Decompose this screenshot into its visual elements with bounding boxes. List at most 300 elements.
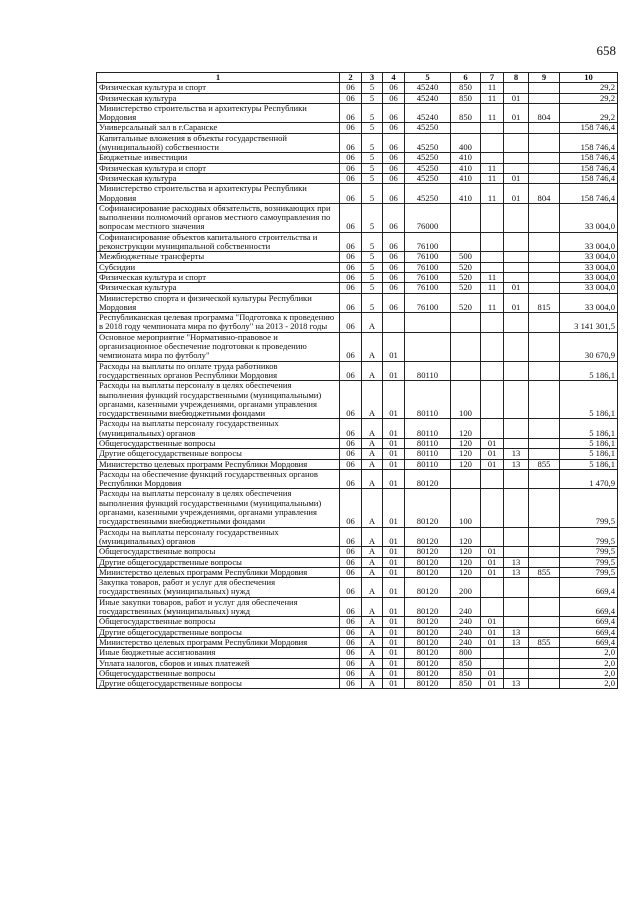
column-header-section: 2 bbox=[340, 73, 362, 83]
cell-name: Расходы на выплаты по оплате труда работников государственных органов Республики Мордовия bbox=[97, 361, 340, 381]
cell-section: 06 bbox=[340, 283, 362, 293]
cell-subsection: А bbox=[362, 617, 383, 627]
cell-amount: 669,4 bbox=[560, 617, 618, 627]
cell-expense-type: 850 bbox=[451, 658, 481, 668]
cell-code: 80120 bbox=[405, 597, 451, 617]
cell-amount: 5 186,1 bbox=[560, 361, 618, 381]
cell-amount: 2,0 bbox=[560, 668, 618, 678]
cell-amount: 669,4 bbox=[560, 578, 618, 598]
cell-item: 01 bbox=[383, 578, 405, 598]
cell-subsection: А bbox=[362, 438, 383, 448]
cell-subdivision bbox=[504, 262, 529, 272]
cell-subdivision bbox=[504, 648, 529, 658]
cell-name: Закупка товаров, работ и услуг для обеспечения государственных (муниципальных) нужд bbox=[97, 578, 340, 598]
cell-subdivision bbox=[504, 489, 529, 527]
cell-amount: 799,5 bbox=[560, 567, 618, 577]
cell-amount: 158 746,4 bbox=[560, 184, 618, 204]
cell-section: 06 bbox=[340, 648, 362, 658]
cell-amount: 33 004,0 bbox=[560, 252, 618, 262]
cell-amount: 158 746,4 bbox=[560, 173, 618, 183]
cell-amount: 29,2 bbox=[560, 103, 618, 123]
cell-subsection: 5 bbox=[362, 163, 383, 173]
cell-subsection: 5 bbox=[362, 173, 383, 183]
cell-name: Расходы на выплаты персоналу государственных (муниципальных) органов bbox=[97, 419, 340, 439]
table-row bbox=[97, 567, 618, 577]
cell-section: 06 bbox=[340, 313, 362, 333]
cell-expense-type bbox=[451, 313, 481, 333]
table-row bbox=[97, 272, 618, 282]
cell-item: 01 bbox=[383, 419, 405, 439]
cell-code: 80110 bbox=[405, 361, 451, 381]
cell-code: 76100 bbox=[405, 272, 451, 282]
cell-subdivision: 01 bbox=[504, 184, 529, 204]
cell-expense-type: 120 bbox=[451, 438, 481, 448]
cell-division: 11 bbox=[481, 184, 504, 204]
cell-code: 76000 bbox=[405, 203, 451, 232]
cell-amount: 33 004,0 bbox=[560, 272, 618, 282]
cell-amount: 33 004,0 bbox=[560, 203, 618, 232]
cell-ministry: 855 bbox=[529, 459, 560, 469]
cell-name: Уплата налогов, сборов и иных платежей bbox=[97, 658, 340, 668]
table-row bbox=[97, 668, 618, 678]
cell-item: 06 bbox=[383, 252, 405, 262]
cell-code bbox=[405, 313, 451, 333]
cell-amount: 669,4 bbox=[560, 597, 618, 617]
cell-name: Министерство спорта и физической культуры Республики Мордовия bbox=[97, 293, 340, 313]
cell-section: 06 bbox=[340, 597, 362, 617]
cell-division bbox=[481, 133, 504, 153]
cell-item: 06 bbox=[383, 123, 405, 133]
cell-section: 06 bbox=[340, 527, 362, 547]
cell-expense-type: 850 bbox=[451, 668, 481, 678]
cell-code: 80120 bbox=[405, 658, 451, 668]
cell-division bbox=[481, 123, 504, 133]
cell-code: 80110 bbox=[405, 381, 451, 419]
cell-section: 06 bbox=[340, 103, 362, 123]
cell-subsection: 5 bbox=[362, 184, 383, 204]
cell-expense-type: 850 bbox=[451, 83, 481, 93]
cell-name: Другие общегосударственные вопросы bbox=[97, 679, 340, 689]
cell-subsection: 5 bbox=[362, 283, 383, 293]
cell-name: Основное мероприятие "Нормативно-правовое и организационное обеспечение подготовки к проведению чемпионата мира по футболу" bbox=[97, 332, 340, 361]
cell-subsection: А bbox=[362, 459, 383, 469]
cell-division: 01 bbox=[481, 679, 504, 689]
cell-subsection: А bbox=[362, 627, 383, 637]
cell-subdivision: 01 bbox=[504, 173, 529, 183]
cell-item bbox=[383, 313, 405, 333]
cell-ministry bbox=[529, 419, 560, 439]
cell-ministry bbox=[529, 361, 560, 381]
cell-ministry bbox=[529, 648, 560, 658]
cell-division: 01 bbox=[481, 617, 504, 627]
cell-division bbox=[481, 469, 504, 489]
cell-division bbox=[481, 381, 504, 419]
table-row bbox=[97, 679, 618, 689]
table-row bbox=[97, 103, 618, 123]
cell-name: Софинансирование объектов капитального строительства и реконструкции муниципальной собственности bbox=[97, 232, 340, 252]
cell-division bbox=[481, 262, 504, 272]
cell-name: Общегосударственные вопросы bbox=[97, 617, 340, 627]
cell-expense-type: 120 bbox=[451, 459, 481, 469]
cell-division: 01 bbox=[481, 627, 504, 637]
cell-expense-type: 100 bbox=[451, 489, 481, 527]
cell-name: Физическая культура bbox=[97, 173, 340, 183]
cell-item: 06 bbox=[383, 153, 405, 163]
cell-subdivision bbox=[504, 438, 529, 448]
cell-subsection: А bbox=[362, 381, 383, 419]
cell-expense-type: 410 bbox=[451, 153, 481, 163]
cell-division bbox=[481, 252, 504, 262]
cell-name: Капитальные вложения в объекты государственной (муниципальной) собственности bbox=[97, 133, 340, 153]
cell-subdivision bbox=[504, 617, 529, 627]
cell-name: Республиканская целевая программа "Подготовка к проведению в 2018 году чемпионата мира по футболу" на 2013 - 2018 годы bbox=[97, 313, 340, 333]
cell-code: 45250 bbox=[405, 184, 451, 204]
cell-expense-type: 520 bbox=[451, 262, 481, 272]
cell-ministry bbox=[529, 173, 560, 183]
cell-name: Физическая культура bbox=[97, 93, 340, 103]
table-row bbox=[97, 332, 618, 361]
table-body bbox=[97, 83, 618, 689]
cell-item: 06 bbox=[383, 83, 405, 93]
cell-expense-type: 850 bbox=[451, 103, 481, 123]
cell-section: 06 bbox=[340, 578, 362, 598]
cell-division: 01 bbox=[481, 668, 504, 678]
table-row bbox=[97, 547, 618, 557]
cell-item: 01 bbox=[383, 332, 405, 361]
cell-ministry bbox=[529, 679, 560, 689]
cell-item: 01 bbox=[383, 459, 405, 469]
cell-ministry bbox=[529, 627, 560, 637]
column-header-name: 1 bbox=[97, 73, 340, 83]
cell-division bbox=[481, 153, 504, 163]
table-row bbox=[97, 557, 618, 567]
table-row bbox=[97, 133, 618, 153]
cell-subsection: А bbox=[362, 469, 383, 489]
cell-code: 45250 bbox=[405, 153, 451, 163]
cell-subsection: 5 bbox=[362, 262, 383, 272]
cell-subsection: 5 bbox=[362, 272, 383, 282]
cell-amount: 799,5 bbox=[560, 547, 618, 557]
cell-amount: 33 004,0 bbox=[560, 262, 618, 272]
cell-division: 11 bbox=[481, 163, 504, 173]
cell-amount: 158 746,4 bbox=[560, 163, 618, 173]
cell-expense-type: 200 bbox=[451, 578, 481, 598]
cell-amount: 29,2 bbox=[560, 83, 618, 93]
cell-subsection: А bbox=[362, 419, 383, 439]
cell-division bbox=[481, 527, 504, 547]
cell-code bbox=[405, 332, 451, 361]
cell-subdivision: 13 bbox=[504, 679, 529, 689]
cell-item: 06 bbox=[383, 163, 405, 173]
table-row bbox=[97, 293, 618, 313]
cell-item: 06 bbox=[383, 293, 405, 313]
cell-division bbox=[481, 203, 504, 232]
cell-amount: 158 746,4 bbox=[560, 133, 618, 153]
cell-division bbox=[481, 648, 504, 658]
budget-table bbox=[96, 72, 618, 689]
cell-expense-type: 520 bbox=[451, 283, 481, 293]
table-row bbox=[97, 438, 618, 448]
table-row bbox=[97, 93, 618, 103]
cell-item: 01 bbox=[383, 648, 405, 658]
cell-subdivision: 13 bbox=[504, 637, 529, 647]
cell-section: 06 bbox=[340, 361, 362, 381]
cell-ministry bbox=[529, 469, 560, 489]
cell-subsection: А bbox=[362, 332, 383, 361]
cell-division bbox=[481, 332, 504, 361]
cell-amount: 30 670,9 bbox=[560, 332, 618, 361]
cell-item: 01 bbox=[383, 557, 405, 567]
cell-section: 06 bbox=[340, 438, 362, 448]
cell-section: 06 bbox=[340, 232, 362, 252]
cell-ministry bbox=[529, 332, 560, 361]
cell-name: Министерство целевых программ Республики Мордовия bbox=[97, 459, 340, 469]
cell-division: 01 bbox=[481, 459, 504, 469]
cell-expense-type: 520 bbox=[451, 293, 481, 313]
cell-section: 06 bbox=[340, 658, 362, 668]
cell-amount: 5 186,1 bbox=[560, 438, 618, 448]
cell-expense-type bbox=[451, 332, 481, 361]
cell-ministry bbox=[529, 438, 560, 448]
cell-ministry bbox=[529, 203, 560, 232]
cell-subdivision bbox=[504, 658, 529, 668]
cell-section: 06 bbox=[340, 679, 362, 689]
cell-subsection: А bbox=[362, 668, 383, 678]
cell-expense-type: 850 bbox=[451, 93, 481, 103]
cell-name: Министерство строительства и архитектуры Республики Мордовия bbox=[97, 184, 340, 204]
cell-ministry bbox=[529, 93, 560, 103]
cell-item: 06 bbox=[383, 283, 405, 293]
cell-expense-type: 410 bbox=[451, 184, 481, 204]
table-row bbox=[97, 658, 618, 668]
cell-subsection: А bbox=[362, 547, 383, 557]
cell-item: 01 bbox=[383, 438, 405, 448]
cell-item: 01 bbox=[383, 679, 405, 689]
cell-ministry bbox=[529, 578, 560, 598]
cell-expense-type: 520 bbox=[451, 272, 481, 282]
cell-subsection: 5 bbox=[362, 293, 383, 313]
cell-code: 45240 bbox=[405, 83, 451, 93]
cell-expense-type: 850 bbox=[451, 679, 481, 689]
table-row bbox=[97, 381, 618, 419]
cell-section: 06 bbox=[340, 184, 362, 204]
cell-ministry bbox=[529, 381, 560, 419]
cell-expense-type: 500 bbox=[451, 252, 481, 262]
cell-section: 06 bbox=[340, 419, 362, 439]
cell-subsection: А bbox=[362, 527, 383, 547]
cell-code: 45240 bbox=[405, 103, 451, 123]
cell-expense-type: 120 bbox=[451, 527, 481, 547]
cell-subsection: А bbox=[362, 679, 383, 689]
cell-subsection: 5 bbox=[362, 83, 383, 93]
cell-ministry bbox=[529, 313, 560, 333]
cell-subdivision bbox=[504, 252, 529, 262]
table-row bbox=[97, 361, 618, 381]
cell-subsection: 5 bbox=[362, 153, 383, 163]
cell-code: 76100 bbox=[405, 252, 451, 262]
cell-section: 06 bbox=[340, 173, 362, 183]
cell-item: 01 bbox=[383, 637, 405, 647]
cell-division bbox=[481, 419, 504, 439]
cell-code: 45250 bbox=[405, 133, 451, 153]
cell-name: Другие общегосударственные вопросы bbox=[97, 449, 340, 459]
cell-expense-type: 410 bbox=[451, 163, 481, 173]
cell-subsection: А bbox=[362, 557, 383, 567]
cell-subdivision: 13 bbox=[504, 459, 529, 469]
cell-ministry bbox=[529, 597, 560, 617]
table-row bbox=[97, 597, 618, 617]
table-row bbox=[97, 469, 618, 489]
cell-subdivision bbox=[504, 313, 529, 333]
table-row bbox=[97, 262, 618, 272]
cell-subsection: 5 bbox=[362, 203, 383, 232]
cell-section: 06 bbox=[340, 203, 362, 232]
cell-ministry: 855 bbox=[529, 637, 560, 647]
cell-item: 06 bbox=[383, 173, 405, 183]
cell-name: Расходы на выплаты персоналу в целях обеспечения выполнения функций государственными (муниципальными) органами, казенными учреждениями, органами управления государственными внебюджетными фондами bbox=[97, 381, 340, 419]
cell-code: 80120 bbox=[405, 627, 451, 637]
table-row bbox=[97, 83, 618, 93]
cell-expense-type bbox=[451, 123, 481, 133]
cell-subsection: А bbox=[362, 567, 383, 577]
cell-section: 06 bbox=[340, 381, 362, 419]
cell-item: 01 bbox=[383, 627, 405, 637]
cell-section: 06 bbox=[340, 262, 362, 272]
cell-ministry: 804 bbox=[529, 103, 560, 123]
cell-item: 01 bbox=[383, 449, 405, 459]
cell-section: 06 bbox=[340, 469, 362, 489]
cell-expense-type: 410 bbox=[451, 173, 481, 183]
cell-section: 06 bbox=[340, 272, 362, 282]
cell-code: 76100 bbox=[405, 293, 451, 313]
column-header-expense-type: 6 bbox=[451, 73, 481, 83]
cell-division bbox=[481, 313, 504, 333]
cell-subdivision: 01 bbox=[504, 293, 529, 313]
table-row bbox=[97, 203, 618, 232]
cell-section: 06 bbox=[340, 637, 362, 647]
cell-code: 80110 bbox=[405, 438, 451, 448]
cell-subdivision: 01 bbox=[504, 93, 529, 103]
cell-name: Физическая культура и спорт bbox=[97, 83, 340, 93]
cell-code: 76100 bbox=[405, 262, 451, 272]
cell-ministry bbox=[529, 547, 560, 557]
cell-ministry bbox=[529, 658, 560, 668]
cell-amount: 5 186,1 bbox=[560, 381, 618, 419]
cell-amount: 33 004,0 bbox=[560, 283, 618, 293]
table-row bbox=[97, 617, 618, 627]
cell-amount: 669,4 bbox=[560, 627, 618, 637]
cell-code: 45250 bbox=[405, 163, 451, 173]
cell-name: Софинансирование расходных обязательств, возникающих при выполнении полномочий органов местного самоуправления по вопросам местного значения bbox=[97, 203, 340, 232]
cell-amount: 799,5 bbox=[560, 489, 618, 527]
cell-amount: 2,0 bbox=[560, 648, 618, 658]
cell-item: 01 bbox=[383, 617, 405, 627]
cell-subsection: А bbox=[362, 578, 383, 598]
table-row bbox=[97, 173, 618, 183]
cell-section: 06 bbox=[340, 617, 362, 627]
cell-amount: 29,2 bbox=[560, 93, 618, 103]
cell-amount: 1 470,9 bbox=[560, 469, 618, 489]
cell-name: Другие общегосударственные вопросы bbox=[97, 557, 340, 567]
table-row bbox=[97, 232, 618, 252]
cell-ministry bbox=[529, 83, 560, 93]
cell-expense-type: 120 bbox=[451, 567, 481, 577]
cell-subdivision bbox=[504, 527, 529, 547]
cell-code: 80120 bbox=[405, 547, 451, 557]
cell-code: 45250 bbox=[405, 173, 451, 183]
cell-name: Физическая культура bbox=[97, 283, 340, 293]
table-row bbox=[97, 313, 618, 333]
cell-code: 80110 bbox=[405, 449, 451, 459]
cell-expense-type: 240 bbox=[451, 597, 481, 617]
cell-ministry bbox=[529, 283, 560, 293]
cell-name: Иные бюджетные ассигнования bbox=[97, 648, 340, 658]
cell-division bbox=[481, 658, 504, 668]
cell-code: 80120 bbox=[405, 679, 451, 689]
cell-division: 01 bbox=[481, 547, 504, 557]
cell-name: Бюджетные инвестиции bbox=[97, 153, 340, 163]
cell-division: 01 bbox=[481, 557, 504, 567]
cell-section: 06 bbox=[340, 567, 362, 577]
cell-code: 80120 bbox=[405, 637, 451, 647]
cell-division: 01 bbox=[481, 449, 504, 459]
cell-code: 80110 bbox=[405, 419, 451, 439]
cell-name: Министерство строительства и архитектуры Республики Мордовия bbox=[97, 103, 340, 123]
cell-ministry bbox=[529, 489, 560, 527]
cell-code: 80120 bbox=[405, 557, 451, 567]
cell-division bbox=[481, 232, 504, 252]
cell-division: 11 bbox=[481, 83, 504, 93]
cell-name: Иные закупки товаров, работ и услуг для обеспечения государственных (муниципальных) нужд bbox=[97, 597, 340, 617]
cell-ministry bbox=[529, 527, 560, 547]
cell-division: 11 bbox=[481, 93, 504, 103]
cell-name: Министерство целевых программ Республики Мордовия bbox=[97, 637, 340, 647]
cell-name: Другие общегосударственные вопросы bbox=[97, 627, 340, 637]
cell-amount: 158 746,4 bbox=[560, 153, 618, 163]
cell-ministry bbox=[529, 252, 560, 262]
table-row bbox=[97, 627, 618, 637]
cell-name: Министерство целевых программ Республики Мордовия bbox=[97, 567, 340, 577]
cell-subdivision bbox=[504, 469, 529, 489]
cell-subsection: А bbox=[362, 489, 383, 527]
table-row bbox=[97, 527, 618, 547]
cell-item: 01 bbox=[383, 527, 405, 547]
cell-code: 80110 bbox=[405, 459, 451, 469]
cell-expense-type: 400 bbox=[451, 133, 481, 153]
column-header-subsection: 3 bbox=[362, 73, 383, 83]
cell-code: 80120 bbox=[405, 617, 451, 627]
cell-expense-type: 240 bbox=[451, 617, 481, 627]
cell-code: 45240 bbox=[405, 93, 451, 103]
cell-subsection: 5 bbox=[362, 93, 383, 103]
cell-code: 45250 bbox=[405, 123, 451, 133]
cell-expense-type: 120 bbox=[451, 449, 481, 459]
cell-section: 06 bbox=[340, 93, 362, 103]
cell-division: 11 bbox=[481, 272, 504, 282]
cell-section: 06 bbox=[340, 627, 362, 637]
cell-ministry: 804 bbox=[529, 184, 560, 204]
cell-item: 06 bbox=[383, 203, 405, 232]
cell-expense-type bbox=[451, 361, 481, 381]
cell-subdivision bbox=[504, 123, 529, 133]
cell-code: 76100 bbox=[405, 232, 451, 252]
cell-division: 01 bbox=[481, 438, 504, 448]
cell-subdivision bbox=[504, 133, 529, 153]
table-row bbox=[97, 459, 618, 469]
cell-subdivision bbox=[504, 419, 529, 439]
cell-amount: 158 746,4 bbox=[560, 123, 618, 133]
cell-name: Межбюджетные трансферты bbox=[97, 252, 340, 262]
